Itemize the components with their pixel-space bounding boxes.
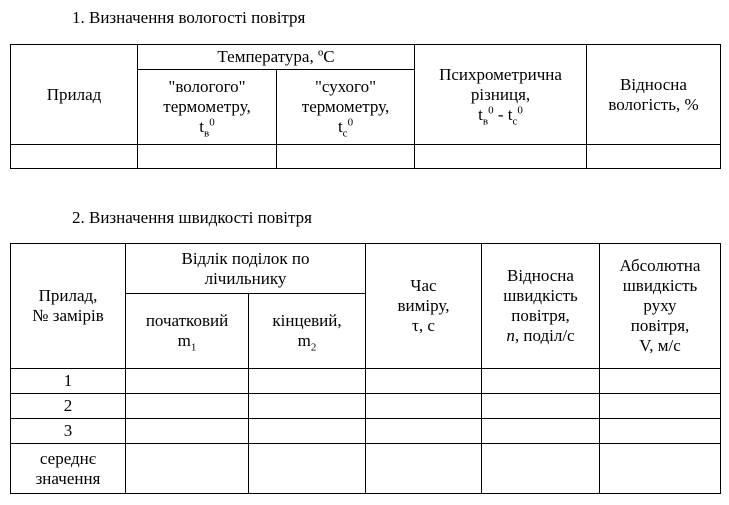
time-line2: виміру, (397, 296, 450, 315)
header-dry-thermometer (277, 70, 415, 145)
empty-cell[interactable] (482, 419, 600, 444)
section1-title: 1. Визначення вологості повітря (72, 8, 306, 27)
empty-cell[interactable] (11, 145, 138, 169)
header-temperature-label: Температура, ºС (217, 47, 335, 66)
air-velocity-table (10, 243, 721, 494)
empty-cell[interactable] (366, 444, 482, 494)
rel-line1: Відносна (507, 266, 574, 285)
empty-cell[interactable] (366, 394, 482, 419)
counter-line1: Відлік поділок по (181, 248, 310, 268)
table-row-average (11, 444, 721, 494)
table-row (11, 369, 721, 394)
row-number: 3 (11, 419, 126, 444)
empty-cell[interactable] (249, 444, 366, 494)
wet-line2: термометру, (163, 97, 251, 116)
dry-line1: "сухого" (314, 77, 377, 96)
abs-line1: Абсолютна (619, 256, 701, 275)
psy-line2: різниця, (470, 84, 531, 104)
header-relative-humidity (587, 45, 721, 145)
psy-f2-sup: 0 (517, 103, 523, 116)
wet-line1: "вологого" (168, 77, 246, 96)
header-measure-time (366, 244, 482, 369)
rh-line2: вологість, % (608, 94, 699, 114)
psy-f1-sup: 0 (488, 103, 494, 116)
rel-line2: швидкість (503, 286, 578, 305)
rh-line1: Відносна (620, 74, 687, 94)
dry-line2: термометру, (301, 97, 390, 116)
empty-cell[interactable] (249, 369, 366, 394)
section2-title: 2. Визначення швидкості повітря (72, 208, 312, 227)
device-line2: № замірів (32, 306, 104, 325)
end-line1: кінцевий, (272, 311, 342, 330)
end-sub: 2 (310, 341, 317, 354)
dry-sup: 0 (347, 116, 354, 129)
empty-cell[interactable] (126, 419, 249, 444)
empty-cell[interactable] (249, 419, 366, 444)
average-label (11, 444, 126, 494)
dry-symbol (277, 116, 414, 140)
empty-cell[interactable] (600, 369, 721, 394)
psy-minus: - t (493, 104, 513, 124)
psy-line1: Психрометрична (439, 64, 562, 84)
psy-formula (415, 105, 586, 125)
abs-line2: швидкість (622, 276, 698, 295)
header-device-label: Прилад (46, 84, 102, 104)
header-device-number (11, 244, 126, 369)
empty-cell[interactable] (600, 419, 721, 444)
avg-line1: середнє (39, 448, 97, 468)
table-row (11, 145, 721, 169)
empty-cell[interactable] (600, 444, 721, 494)
start-line1: початковий (145, 311, 229, 330)
abs-line3: руху (643, 296, 677, 315)
empty-cell[interactable] (482, 369, 600, 394)
header-relative-velocity (482, 244, 600, 369)
end-symbol (249, 331, 365, 354)
header-start-reading (126, 294, 249, 369)
end-sym: m (297, 331, 311, 350)
counter-line2: лічильнику (204, 268, 287, 288)
table-row (11, 394, 721, 419)
rel-unit: , поділ/с (514, 326, 575, 345)
header-temperature (138, 45, 415, 70)
empty-cell[interactable] (482, 394, 600, 419)
device-line1: Прилад, (38, 286, 98, 305)
psy-f1: t (478, 104, 483, 124)
rel-line4 (482, 326, 599, 346)
header-device (11, 45, 138, 145)
start-symbol (126, 331, 248, 354)
header-psychrometric-diff (415, 45, 587, 145)
row-number: 2 (11, 394, 126, 419)
header-counter-reading (126, 244, 366, 294)
rel-line3: повітря, (511, 306, 570, 325)
empty-cell[interactable] (600, 394, 721, 419)
wet-sup: 0 (209, 116, 215, 129)
empty-cell[interactable] (366, 369, 482, 394)
empty-cell[interactable] (138, 145, 277, 169)
time-line3: τ, с (412, 316, 435, 335)
empty-cell[interactable] (415, 145, 587, 169)
wet-sub: в (204, 127, 210, 140)
header-end-reading (249, 294, 366, 369)
empty-cell[interactable] (587, 145, 721, 169)
humidity-table (10, 44, 721, 169)
header-wet-thermometer (138, 70, 277, 145)
row-number: 1 (11, 369, 126, 394)
start-sym: m (177, 331, 191, 350)
abs-line4: повітря, (630, 316, 690, 335)
table-row (11, 419, 721, 444)
wet-sym: t (199, 117, 205, 136)
empty-cell[interactable] (249, 394, 366, 419)
dry-sub: с (342, 127, 348, 140)
empty-cell[interactable] (126, 369, 249, 394)
empty-cell[interactable] (482, 444, 600, 494)
wet-symbol (138, 116, 276, 140)
rel-n: n (506, 326, 515, 345)
empty-cell[interactable] (277, 145, 415, 169)
empty-cell[interactable] (366, 419, 482, 444)
avg-line2: значення (35, 468, 101, 488)
time-line1: Час (410, 276, 437, 295)
psy-f2-sub: с (512, 114, 518, 127)
dry-sym: t (337, 117, 343, 136)
psy-f1-sub: в (482, 114, 489, 127)
start-sub: 1 (190, 341, 197, 354)
abs-line5: V, м/с (639, 336, 681, 355)
empty-cell[interactable] (126, 444, 249, 494)
header-absolute-velocity (600, 244, 721, 369)
empty-cell[interactable] (126, 394, 249, 419)
